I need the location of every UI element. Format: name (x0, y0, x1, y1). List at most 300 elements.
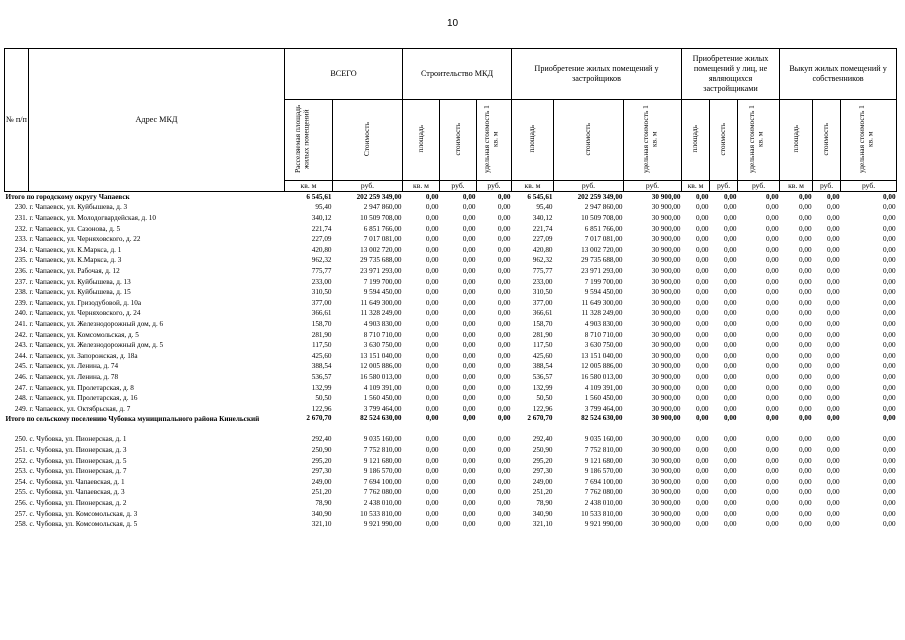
row-zero-value: 0,00 (882, 435, 896, 444)
row-number: 253. (14, 467, 28, 476)
row-total-cost: 12 005 886,00 (360, 362, 402, 371)
unit-rub: руб. (477, 181, 512, 192)
row-zero-value: 0,00 (723, 298, 737, 307)
row-construction-value: 0,00 (462, 267, 476, 276)
row-construction-value: 0,00 (497, 383, 511, 392)
table-row (5, 435, 897, 446)
row-total-area: 377,00 (311, 298, 332, 307)
row-zero-value: 0,00 (798, 383, 812, 392)
row-number: 248. (14, 394, 28, 403)
row-total-cost: 7 694 100,00 (363, 477, 402, 486)
row-zero-value: 0,00 (695, 203, 709, 212)
row-address: с. Чубовка, ул. Пионерская, д. 3 (29, 445, 127, 454)
row-address: г. Чапаевск, ул. Молодогвардейская, д. 10 (29, 214, 156, 223)
row-construction-value: 0,00 (425, 394, 439, 403)
row-total-area: 132,99 (311, 383, 332, 392)
row-zero-value: 0,00 (798, 467, 812, 476)
table-row (5, 277, 897, 288)
table-row (5, 519, 897, 530)
row-dev-unit-cost: 30 900,00 (651, 383, 681, 392)
row-dev-cost: 9 121 680,00 (584, 456, 623, 465)
row-dev-cost: 8 710 710,00 (584, 330, 623, 339)
row-address: с. Чубовка, ул. Пионерская, д. 5 (29, 456, 127, 465)
row-total-area: 221,74 (311, 224, 332, 233)
row-construction-value: 0,00 (497, 256, 511, 265)
row-zero-value: 0,00 (695, 362, 709, 371)
row-address: г. Чапаевск, ул. Черняховского, д. 24 (29, 309, 141, 318)
section-total-value: 6 545,61 (527, 192, 553, 201)
row-construction-value: 0,00 (425, 214, 439, 223)
row-number: 238. (14, 288, 28, 297)
row-construction-value: 0,00 (497, 477, 511, 486)
row-dev-unit-cost: 30 900,00 (651, 372, 681, 381)
row-dev-unit-cost: 30 900,00 (651, 394, 681, 403)
row-construction-value: 0,00 (462, 477, 476, 486)
row-construction-value: 0,00 (462, 404, 476, 413)
table-row (5, 477, 897, 488)
row-zero-value: 0,00 (695, 404, 709, 413)
row-number: 241. (14, 320, 28, 329)
row-total-area: 250,90 (311, 445, 332, 454)
row-zero-value: 0,00 (798, 309, 812, 318)
row-construction-value: 0,00 (425, 298, 439, 307)
sub-owners-unit: удельная стоимость 1 кв. м (841, 100, 897, 181)
row-dev-area: 310,50 (532, 288, 553, 297)
row-zero-value: 0,00 (882, 351, 896, 360)
row-number: 245. (14, 362, 28, 371)
row-dev-cost: 13 002 720,00 (581, 245, 623, 254)
row-zero-value: 0,00 (798, 362, 812, 371)
row-zero-value: 0,00 (798, 341, 812, 350)
unit-sqm: кв. м (512, 181, 554, 192)
row-construction-value: 0,00 (497, 235, 511, 244)
unit-rub: руб. (624, 181, 682, 192)
row-zero-value: 0,00 (695, 309, 709, 318)
row-dev-unit-cost: 30 900,00 (651, 467, 681, 476)
row-construction-value: 0,00 (425, 509, 439, 518)
row-zero-value: 0,00 (695, 477, 709, 486)
row-zero-value: 0,00 (882, 330, 896, 339)
row-number: 234. (14, 245, 28, 254)
unit-rub: руб. (738, 181, 780, 192)
row-zero-value: 0,00 (765, 351, 779, 360)
row-zero-value: 0,00 (882, 456, 896, 465)
row-number: 246. (14, 372, 28, 381)
row-construction-value: 0,00 (497, 435, 511, 444)
sub-constr-area: площадь (403, 100, 440, 181)
group-developers-header: Приобретение жилых помещений у застройщиков (512, 49, 682, 100)
row-construction-value: 0,00 (497, 309, 511, 318)
section-total-value: 0,00 (723, 192, 737, 201)
row-dev-unit-cost: 30 900,00 (651, 362, 681, 371)
row-zero-value: 0,00 (826, 351, 840, 360)
row-address: с. Чубовка, ул. Пионерская, д. 1 (29, 435, 127, 444)
row-zero-value: 0,00 (826, 245, 840, 254)
row-zero-value: 0,00 (695, 288, 709, 297)
row-zero-value: 0,00 (695, 520, 709, 529)
row-dev-unit-cost: 30 900,00 (651, 445, 681, 454)
row-zero-value: 0,00 (765, 394, 779, 403)
row-total-cost: 9 186 570,00 (363, 467, 402, 476)
row-dev-unit-cost: 30 900,00 (651, 203, 681, 212)
section-total-value: 0,00 (462, 414, 476, 422)
row-zero-value: 0,00 (882, 372, 896, 381)
row-zero-value: 0,00 (882, 256, 896, 265)
row-total-cost: 9 594 450,00 (363, 288, 402, 297)
row-number: 249. (14, 404, 28, 413)
row-construction-value: 0,00 (462, 520, 476, 529)
row-construction-value: 0,00 (425, 456, 439, 465)
row-dev-unit-cost: 30 900,00 (651, 404, 681, 413)
row-total-area: 249,00 (311, 477, 332, 486)
row-zero-value: 0,00 (695, 224, 709, 233)
row-zero-value: 0,00 (826, 277, 840, 286)
row-dev-cost: 10 509 708,00 (581, 214, 623, 223)
row-zero-value: 0,00 (723, 288, 737, 297)
table-row (5, 330, 897, 341)
row-dev-unit-cost: 30 900,00 (651, 341, 681, 350)
row-zero-value: 0,00 (765, 456, 779, 465)
row-zero-value: 0,00 (723, 445, 737, 454)
row-zero-value: 0,00 (798, 330, 812, 339)
row-dev-unit-cost: 30 900,00 (651, 245, 681, 254)
row-total-area: 321,10 (311, 520, 332, 529)
row-address: г. Чапаевск, ул. Запорожская, д. 18а (29, 351, 138, 360)
row-construction-value: 0,00 (497, 277, 511, 286)
row-address: г. Чапаевск, ул. Ленина, д. 78 (29, 372, 119, 381)
row-zero-value: 0,00 (798, 351, 812, 360)
row-construction-value: 0,00 (425, 330, 439, 339)
row-total-area: 962,32 (311, 256, 332, 265)
row-zero-value: 0,00 (695, 445, 709, 454)
row-number: 240. (14, 309, 28, 318)
row-zero-value: 0,00 (798, 224, 812, 233)
section-total-value: 0,00 (695, 192, 709, 201)
row-zero-value: 0,00 (723, 341, 737, 350)
row-zero-value: 0,00 (695, 267, 709, 276)
row-total-area: 158,70 (311, 320, 332, 329)
row-dev-cost: 9 186 570,00 (584, 467, 623, 476)
row-dev-area: 250,90 (532, 445, 553, 454)
row-dev-cost: 16 580 013,00 (581, 372, 623, 381)
row-address: г. Чапаевск, ул. Гризодубовой, д. 10а (29, 298, 142, 307)
row-dev-cost: 3 799 464,00 (584, 404, 623, 413)
row-zero-value: 0,00 (723, 224, 737, 233)
row-zero-value: 0,00 (826, 477, 840, 486)
row-zero-value: 0,00 (765, 267, 779, 276)
row-dev-area: 78,90 (536, 498, 553, 507)
row-construction-value: 0,00 (425, 320, 439, 329)
row-zero-value: 0,00 (765, 320, 779, 329)
section-total-value: 0,00 (798, 192, 812, 201)
row-dev-area: 227,09 (532, 235, 553, 244)
row-dev-cost: 7 199 700,00 (584, 277, 623, 286)
row-construction-value: 0,00 (425, 520, 439, 529)
table-row (5, 445, 897, 456)
row-dev-area: 249,00 (532, 477, 553, 486)
row-zero-value: 0,00 (695, 372, 709, 381)
row-zero-value: 0,00 (695, 320, 709, 329)
row-zero-value: 0,00 (826, 330, 840, 339)
row-total-cost: 7 752 810,00 (363, 445, 402, 454)
section-total-value: 0,00 (765, 414, 779, 422)
row-zero-value: 0,00 (765, 309, 779, 318)
sub-nondev-unit: удельная стоимость 1 кв. м (738, 100, 780, 181)
row-zero-value: 0,00 (882, 520, 896, 529)
sub-dev-area: площадь (512, 100, 554, 181)
row-dev-area: 158,70 (532, 320, 553, 329)
row-zero-value: 0,00 (723, 214, 737, 223)
row-construction-value: 0,00 (425, 256, 439, 265)
row-dev-area: 377,00 (532, 298, 553, 307)
row-zero-value: 0,00 (723, 362, 737, 371)
row-zero-value: 0,00 (723, 203, 737, 212)
row-number: 232. (14, 224, 28, 233)
row-zero-value: 0,00 (798, 394, 812, 403)
row-zero-value: 0,00 (882, 394, 896, 403)
row-address: г. Чапаевск, ул. Железнодорожный дом, д. 5 (29, 341, 164, 350)
unit-rub: руб. (841, 181, 897, 192)
section-total-value: 202 259 349,00 (356, 192, 402, 201)
row-total-cost: 2 947 860,00 (363, 203, 402, 212)
row-dev-cost: 7 762 080,00 (584, 488, 623, 497)
group-construction-header: Строительство МКД (403, 49, 512, 100)
row-construction-value: 0,00 (425, 383, 439, 392)
row-construction-value: 0,00 (462, 394, 476, 403)
row-dev-unit-cost: 30 900,00 (651, 214, 681, 223)
row-total-area: 95,40 (315, 203, 332, 212)
row-zero-value: 0,00 (882, 235, 896, 244)
row-construction-value: 0,00 (497, 456, 511, 465)
row-zero-value: 0,00 (695, 456, 709, 465)
row-zero-value: 0,00 (695, 298, 709, 307)
row-construction-value: 0,00 (497, 214, 511, 223)
row-zero-value: 0,00 (826, 394, 840, 403)
row-address: с. Чубовка, ул. Чапаевская, д. 1 (29, 477, 125, 486)
row-total-cost: 7 762 080,00 (363, 488, 402, 497)
row-dev-cost: 4 109 391,00 (584, 383, 623, 392)
row-total-cost: 10 509 708,00 (360, 214, 402, 223)
row-dev-area: 962,32 (532, 256, 553, 265)
row-number: 247. (14, 383, 28, 392)
row-total-cost: 9 035 160,00 (363, 435, 402, 444)
row-zero-value: 0,00 (765, 477, 779, 486)
row-construction-value: 0,00 (462, 372, 476, 381)
section-title: Итого по городскому округу Чапаевск (5, 192, 130, 201)
row-construction-value: 0,00 (462, 456, 476, 465)
row-address: г. Чапаевск, ул. Железнодорожный дом, д. 6 (29, 320, 164, 329)
row-zero-value: 0,00 (798, 298, 812, 307)
row-zero-value: 0,00 (695, 256, 709, 265)
row-dev-cost: 2 947 860,00 (584, 203, 623, 212)
row-zero-value: 0,00 (882, 445, 896, 454)
row-construction-value: 0,00 (497, 509, 511, 518)
row-construction-value: 0,00 (462, 488, 476, 497)
row-dev-unit-cost: 30 900,00 (651, 456, 681, 465)
row-dev-cost: 13 151 040,00 (581, 351, 623, 360)
row-zero-value: 0,00 (826, 320, 840, 329)
row-zero-value: 0,00 (882, 267, 896, 276)
row-dev-cost: 7 694 100,00 (584, 477, 623, 486)
row-dev-area: 425,60 (532, 351, 553, 360)
unit-sqm: кв. м (285, 181, 333, 192)
row-dev-unit-cost: 30 900,00 (651, 330, 681, 339)
row-zero-value: 0,00 (798, 288, 812, 297)
row-zero-value: 0,00 (826, 520, 840, 529)
row-zero-value: 0,00 (765, 245, 779, 254)
row-zero-value: 0,00 (695, 330, 709, 339)
sub-owners-area: площадь (780, 100, 813, 181)
row-zero-value: 0,00 (882, 224, 896, 233)
row-construction-value: 0,00 (462, 214, 476, 223)
row-zero-value: 0,00 (798, 509, 812, 518)
sub-nondev-area: площадь (682, 100, 710, 181)
row-address: с. Чубовка, ул. Комсомольская, д. 3 (29, 509, 138, 518)
row-zero-value: 0,00 (826, 235, 840, 244)
section-total-value: 0,00 (497, 414, 511, 422)
row-zero-value: 0,00 (798, 477, 812, 486)
row-zero-value: 0,00 (882, 477, 896, 486)
row-construction-value: 0,00 (425, 372, 439, 381)
unit-rub: руб. (554, 181, 624, 192)
row-zero-value: 0,00 (723, 477, 737, 486)
row-zero-value: 0,00 (695, 394, 709, 403)
row-number: 244. (14, 351, 28, 360)
row-zero-value: 0,00 (723, 277, 737, 286)
row-zero-value: 0,00 (798, 404, 812, 413)
row-zero-value: 0,00 (765, 498, 779, 507)
section-total-value: 0,00 (882, 192, 896, 201)
row-zero-value: 0,00 (798, 245, 812, 254)
row-construction-value: 0,00 (497, 320, 511, 329)
row-address: г. Чапаевск, ул. Куйбышева, д. 3 (29, 203, 128, 212)
row-zero-value: 0,00 (695, 214, 709, 223)
row-construction-value: 0,00 (462, 445, 476, 454)
row-zero-value: 0,00 (723, 498, 737, 507)
row-dev-unit-cost: 30 900,00 (651, 235, 681, 244)
section-total-value: 30 900,00 (651, 192, 681, 201)
row-total-cost: 29 735 688,00 (360, 256, 402, 265)
row-construction-value: 0,00 (462, 341, 476, 350)
unit-rub: руб. (710, 181, 738, 192)
row-dev-area: 536,57 (532, 372, 553, 381)
row-total-cost: 4 903 830,00 (363, 320, 402, 329)
row-construction-value: 0,00 (462, 277, 476, 286)
row-zero-value: 0,00 (765, 203, 779, 212)
row-construction-value: 0,00 (425, 498, 439, 507)
row-construction-value: 0,00 (497, 351, 511, 360)
sub-total-cost: Стоимость (333, 100, 403, 181)
section-total-value: 0,00 (798, 414, 812, 422)
row-dev-area: 221,74 (532, 224, 553, 233)
row-construction-value: 0,00 (497, 488, 511, 497)
row-address: г. Чапаевск, ул. Октябрьская, д. 7 (29, 404, 131, 413)
row-zero-value: 0,00 (826, 445, 840, 454)
row-dev-area: 281,90 (532, 330, 553, 339)
section-total-value: 0,00 (695, 414, 709, 422)
row-dev-cost: 11 328 249,00 (581, 309, 623, 318)
row-construction-value: 0,00 (497, 341, 511, 350)
row-zero-value: 0,00 (826, 404, 840, 413)
table-row (5, 456, 897, 467)
row-zero-value: 0,00 (826, 435, 840, 444)
row-zero-value: 0,00 (826, 383, 840, 392)
row-zero-value: 0,00 (723, 509, 737, 518)
row-total-area: 251,20 (311, 488, 332, 497)
table-row (5, 245, 897, 256)
row-dev-unit-cost: 30 900,00 (651, 309, 681, 318)
row-zero-value: 0,00 (798, 256, 812, 265)
section-total-value: 0,00 (765, 192, 779, 201)
row-total-cost: 3 799 464,00 (363, 404, 402, 413)
row-number: 231. (14, 214, 28, 223)
row-zero-value: 0,00 (882, 203, 896, 212)
row-construction-value: 0,00 (425, 351, 439, 360)
table-row (5, 341, 897, 352)
row-dev-area: 340,12 (532, 214, 553, 223)
row-dev-unit-cost: 30 900,00 (651, 267, 681, 276)
row-construction-value: 0,00 (462, 288, 476, 297)
row-zero-value: 0,00 (798, 214, 812, 223)
row-zero-value: 0,00 (826, 224, 840, 233)
section-total-value: 82 524 630,00 (360, 414, 402, 422)
row-zero-value: 0,00 (765, 214, 779, 223)
row-zero-value: 0,00 (765, 235, 779, 244)
row-dev-cost: 10 533 810,00 (581, 509, 623, 518)
table-row (5, 266, 897, 277)
table-row (5, 319, 897, 330)
row-total-cost: 11 328 249,00 (360, 309, 402, 318)
row-zero-value: 0,00 (695, 383, 709, 392)
row-construction-value: 0,00 (462, 383, 476, 392)
row-dev-cost: 2 438 010,00 (584, 498, 623, 507)
row-construction-value: 0,00 (425, 245, 439, 254)
section-total-value: 0,00 (425, 192, 439, 201)
row-dev-area: 292,40 (532, 435, 553, 444)
row-dev-unit-cost: 30 900,00 (651, 498, 681, 507)
table-row (5, 372, 897, 383)
row-zero-value: 0,00 (765, 288, 779, 297)
row-construction-value: 0,00 (462, 235, 476, 244)
row-address: г. Чапаевск, ул. Черняховского, д. 22 (29, 235, 141, 244)
group-non-developers-header: Приобретение жилых помещений у лиц, не являющихся застройщиками (682, 49, 780, 100)
table-row (5, 509, 897, 520)
row-dev-unit-cost: 30 900,00 (651, 256, 681, 265)
row-construction-value: 0,00 (462, 256, 476, 265)
row-dev-area: 321,10 (532, 520, 553, 529)
row-zero-value: 0,00 (882, 509, 896, 518)
table-row (5, 203, 897, 214)
row-address: с. Чубовка, ул. Чапаевская, д. 3 (29, 488, 125, 497)
row-total-area: 295,20 (311, 456, 332, 465)
row-total-area: 536,57 (311, 372, 332, 381)
row-dev-unit-cost: 30 900,00 (651, 477, 681, 486)
row-construction-value: 0,00 (497, 203, 511, 212)
row-dev-cost: 1 560 450,00 (584, 394, 623, 403)
row-dev-cost: 29 735 688,00 (581, 256, 623, 265)
row-zero-value: 0,00 (826, 267, 840, 276)
row-total-cost: 7 199 700,00 (363, 277, 402, 286)
row-zero-value: 0,00 (826, 467, 840, 476)
row-dev-area: 388,54 (532, 362, 553, 371)
row-zero-value: 0,00 (765, 404, 779, 413)
group-total-header: ВСЕГО (285, 49, 403, 100)
unit-rub: руб. (333, 181, 403, 192)
row-zero-value: 0,00 (798, 320, 812, 329)
row-total-area: 340,90 (311, 509, 332, 518)
row-dev-cost: 12 005 886,00 (581, 362, 623, 371)
table-row (5, 393, 897, 404)
